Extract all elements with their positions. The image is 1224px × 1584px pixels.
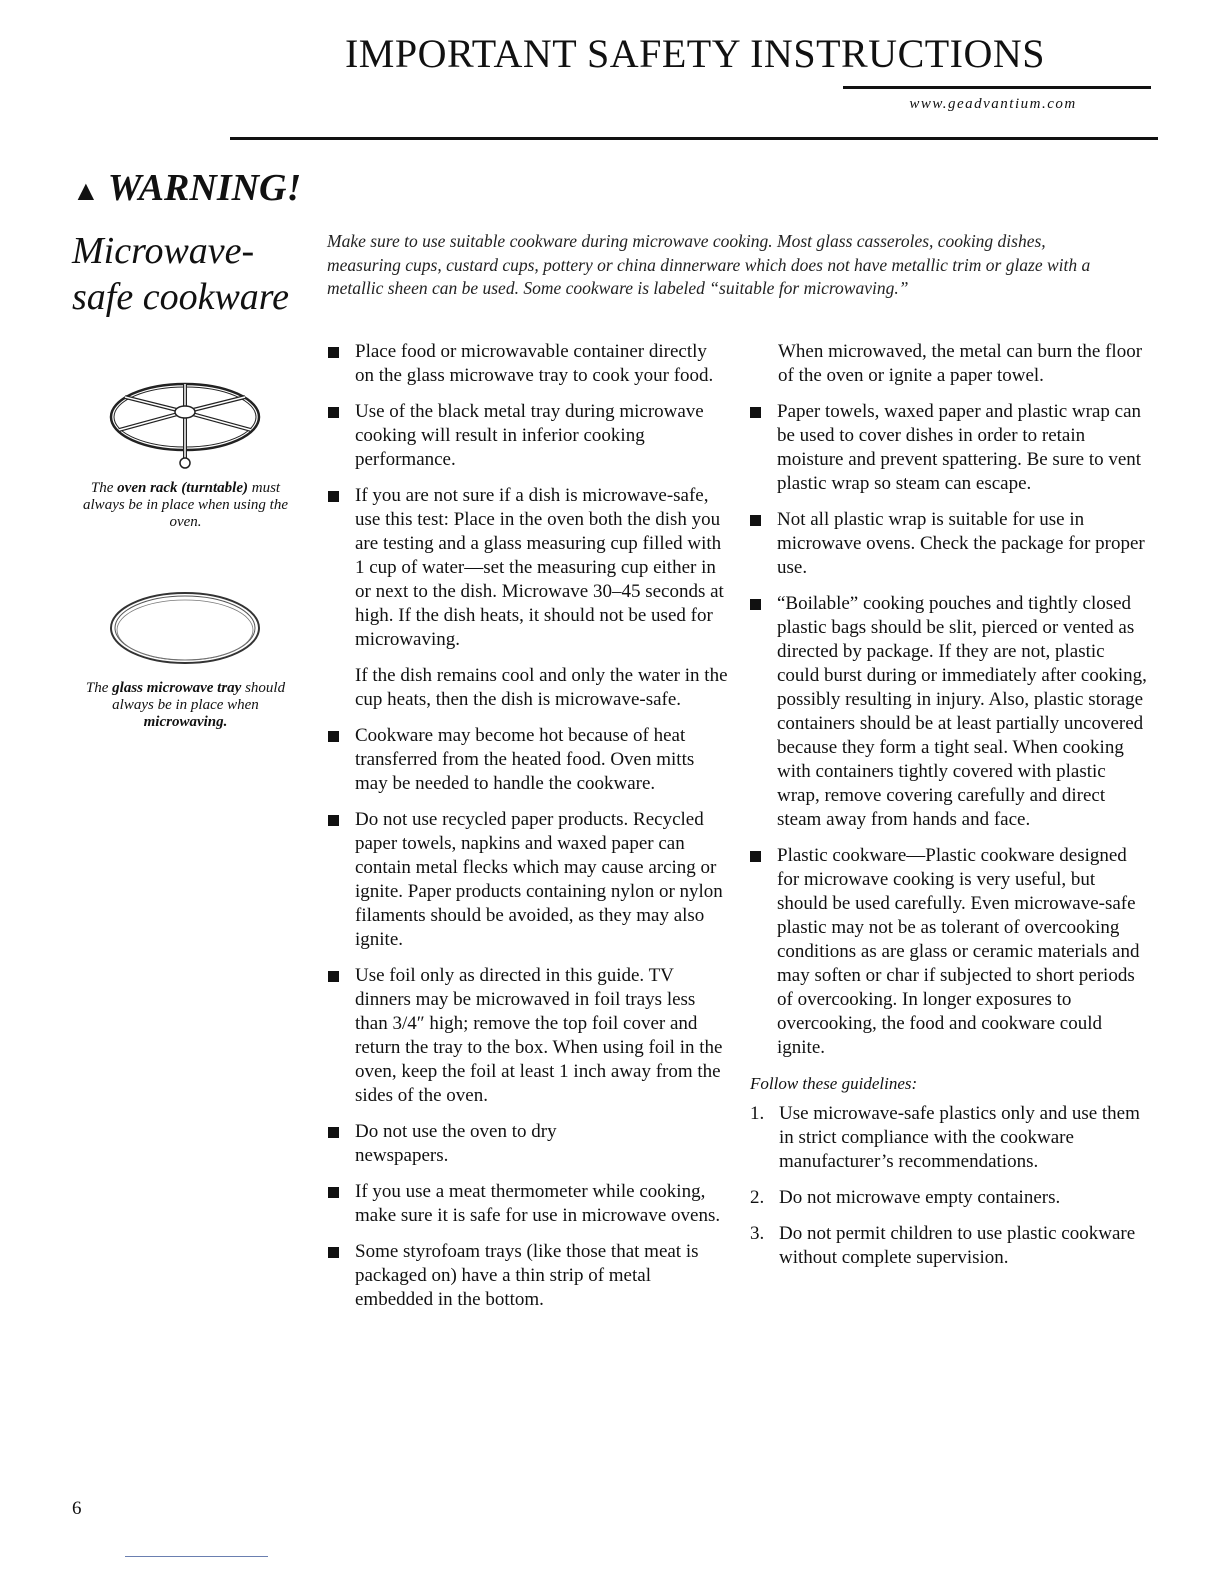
bullet-item: “Boilable” cooking pouches and tightly closed plastic bags should be slit, pierced or vented as directed by package. If they are not, plastic could burst during or immediately after cooking, possibly resulting in injury. Also, plastic storage containers should be at least partially uncovered because they form a tight seal. When cooking with containers tightly covered with plastic wrap, remove covering carefully and direct steam away from hands and face. xyxy=(750,592,1150,832)
page-title: IMPORTANT SAFETY INSTRUCTIONS xyxy=(344,31,1046,76)
bullet-item: Use of the black metal tray during microwave cooking will result in inferior cooking performance. xyxy=(328,400,728,472)
left-column xyxy=(328,340,728,1324)
continuation-paragraph: When microwaved, the metal can burn the floor of the oven or ignite a paper towel. xyxy=(778,341,1143,386)
section-divider xyxy=(230,137,1158,140)
bullet-item: Paper towels, waxed paper and plastic wrap can be used to cover dishes in order to retain moisture and prevent spattering. Be sure to vent plastic wrap so steam can escape. xyxy=(750,400,1150,496)
glass-tray-caption: The glass microwave tray should always be in place when microwaving. xyxy=(85,680,286,730)
intro-paragraph: Make sure to use suitable cookware during microwave cooking. Most glass casseroles, cooking dishes, measuring cups, custard cups, pottery or china dinnerware which does not have metallic trim or glaze with a metallic sheen can be used. Some cookware is labeled “suitable for microwaving.” xyxy=(327,231,1091,298)
oven-rack-caption: The oven rack (turntable) must always be in place when using the oven. xyxy=(83,480,288,530)
bullet-item: Plastic cookware—Plastic cookware designed for microwave cooking is very useful, but should be used carefully. Even microwave-safe plastic may not be as tolerant of overcooking conditions as are glass or ceramic materials and may soften or char if subjected to short periods of overcooking. In longer exposures to overcooking, the food and cookware could ignite. xyxy=(750,844,1150,1060)
oven-rack-turntable-illustration xyxy=(105,372,265,472)
bullet-item: Some styrofoam trays (like those that meat is packaged on) have a thin strip of metal embedded in the bottom. xyxy=(328,1240,728,1312)
numbered-item: 1. Use microwave-safe plastics only and use them in strict compliance with the cookware manufacturer’s recommendations. xyxy=(750,1103,1140,1172)
guidelines-label: Follow these guidelines: xyxy=(750,1074,918,1093)
bullet-item: Place food or microwavable container directly on the glass microwave tray to cook your food. xyxy=(328,340,728,388)
page-number: 6 xyxy=(72,1498,82,1519)
glass-tray-illustration xyxy=(105,588,265,668)
warning-triangle-icon: ▲ xyxy=(72,176,100,207)
bullet-item: Do not use the oven to dry newspapers. xyxy=(328,1120,625,1168)
right-column xyxy=(750,340,1150,1282)
section-heading: Microwave-safe cookware xyxy=(72,230,290,318)
numbered-item: 2. Do not microwave empty containers. xyxy=(750,1187,1061,1208)
footer-rule xyxy=(125,1556,268,1557)
sub-paragraph: If the dish remains cool and only the water in the cup heats, then the dish is microwave-safe. xyxy=(355,665,728,710)
bullet-item: If you use a meat thermometer while cooking, make sure it is safe for use in microwave ovens. xyxy=(328,1180,728,1228)
bullet-item: Use foil only as directed in this guide. TV dinners may be microwaved in foil trays less than 3/4″ high; remove the top foil cover and return the tray to the box. When using foil in the oven, keep the foil at least 1 inch away from the sides of the oven. xyxy=(328,964,728,1108)
bullet-item: Cookware may become hot because of heat transferred from the heated food. Oven mitts may be needed to handle the cookware. xyxy=(328,724,728,796)
warning-heading xyxy=(72,166,301,210)
bullet-item: If you are not sure if a dish is microwave-safe, use this test: Place in the oven both the dish you are testing and a glass measuring cup filled with 1 cup of water—set the measuring cup either in or next to the dish. Microwave 30–45 seconds at high. If the dish heats, it should not be used for microwaving. xyxy=(328,484,728,652)
website-url: www.geadvantium.com xyxy=(909,96,1077,112)
header-rule xyxy=(843,86,1151,89)
numbered-item: 3. Do not permit children to use plastic cookware without complete supervision. xyxy=(750,1223,1136,1268)
bullet-item: Do not use recycled paper products. Recycled paper towels, napkins and waxed paper can contain metal flecks which may cause arcing or ignite. Paper products containing nylon or nylon filaments should be avoided, as they may also ignite. xyxy=(328,808,728,952)
warning-label: WARNING! xyxy=(107,167,302,209)
bullet-item: Not all plastic wrap is suitable for use in microwave ovens. Check the package for proper use. xyxy=(750,508,1150,580)
